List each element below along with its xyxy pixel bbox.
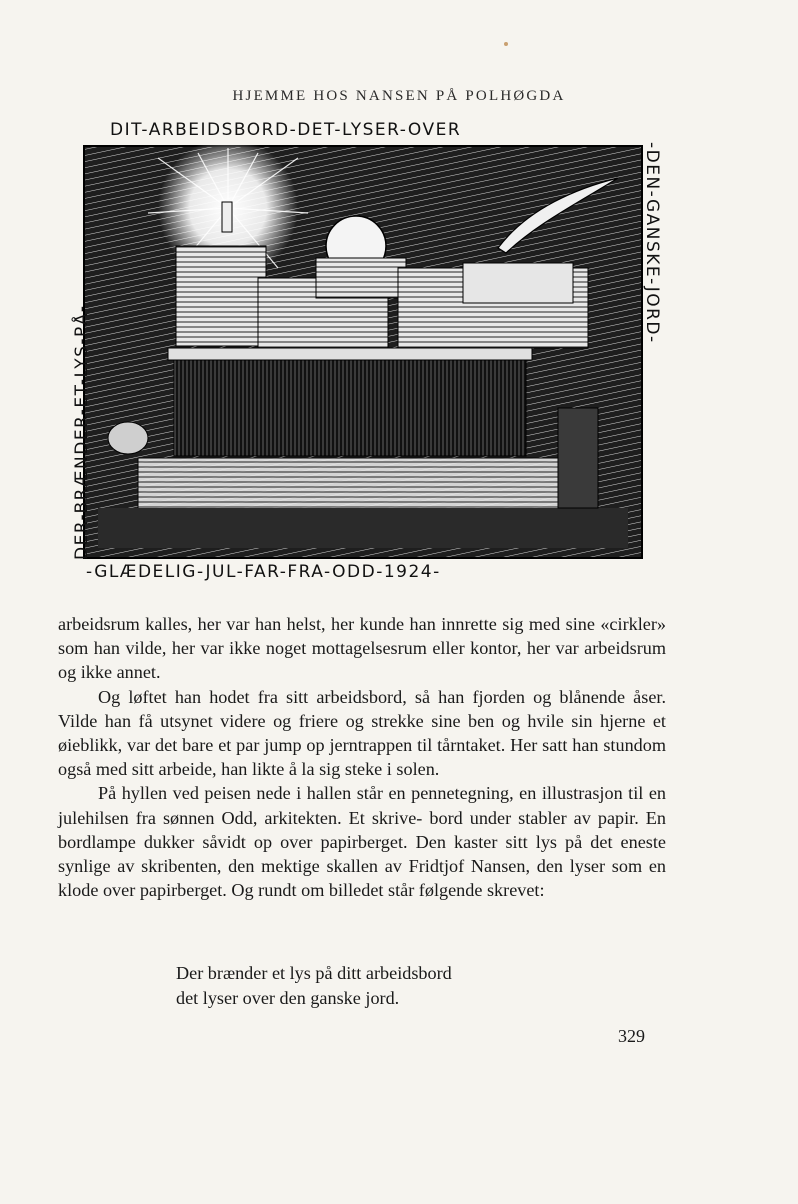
- pen-drawing-illustration: [58, 118, 662, 588]
- illustration-drawing: [58, 118, 662, 588]
- verse-quote: [176, 961, 452, 1011]
- paper-speck: [504, 42, 508, 46]
- running-head: HJEMME HOS NANSEN PÅ POLHØGDA: [232, 88, 566, 104]
- verse-line: det lyser over den ganske jord.: [176, 988, 400, 1008]
- illustration-bottom-caption: -GLÆDELIG-JUL-FAR-FRA-ODD-1924-: [86, 562, 441, 582]
- paragraph: Og løftet han hodet fra sitt arbeidsbord, så han fjorden og blånende åser. Vilde han få utsynet videre og friere og strekke sine ben og hvile sin hjerne et øieblikk, var det bare et par jump op jerntrappen til tårntaket. Her satt han stundom også med sitt arbeide, han likte å la sig steke i solen.: [58, 686, 666, 780]
- paragraph: På hyllen ved peisen nede i hallen står en pennetegning, en illustrasjon til en julehilsen fra sønnen Odd, arkitekten. Et skrive- bord under stabler av papir. En bordlampe dukker såvidt op over papirberget. Den kaster sitt lys på det eneste synlige av skribenten, den mektige skallen av Fridtjof Nansen, den lyser som en klode over papirberget. Og rundt om billedet står følgende skrevet:: [58, 783, 666, 901]
- page-number: 329: [618, 1026, 645, 1046]
- illustration-right-caption: -DEN-GANSKE-JORD-: [642, 142, 662, 344]
- paragraph: arbeidsrum kalles, her var han helst, her kunde han innrette sig med sine «cirkler» som han vilde, her var ikke noget mottagelsesrum eller kontor, her var arbeidsrum og ikke annet.: [58, 614, 666, 683]
- illustration-top-caption: DIT-ARBEIDSBORD-DET-LYSER-OVER: [110, 120, 462, 140]
- body-text: [58, 612, 666, 902]
- verse-line: Der brænder et lys på ditt arbeidsbord: [176, 963, 452, 983]
- illustration-left-caption: DER-BRÆNDER-ET-LYS-PÅ-: [72, 304, 92, 560]
